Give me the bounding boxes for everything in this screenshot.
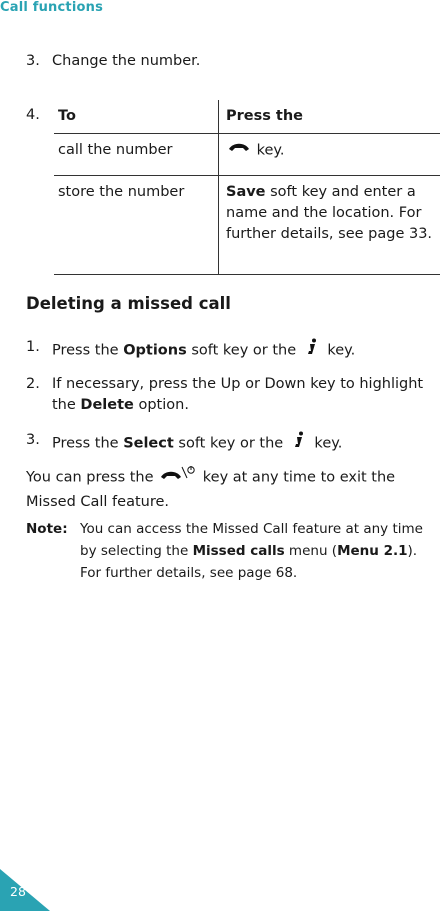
table-row	[54, 134, 440, 176]
table-cell: store the number	[54, 176, 219, 275]
step-number: 3.	[26, 53, 40, 69]
table-cell: call the number	[54, 134, 219, 176]
table-row	[54, 176, 440, 275]
table-cell: key.	[219, 134, 440, 176]
note: Note: You can access the Missed Call feature at any time by selecting the Missed calls menu (Menu 2.1). For further details, see page 68.	[26, 518, 436, 584]
step-number: 2.	[26, 376, 40, 392]
list-item: 3. Press the Select soft key or the key.	[26, 430, 432, 457]
info-key-icon	[301, 337, 323, 364]
page-number: 28	[10, 884, 26, 899]
list-item: 1. Press the Options soft key or the key.	[26, 337, 432, 364]
send-icon	[226, 140, 252, 161]
end-power-icon	[158, 463, 198, 492]
step-number: 3.	[26, 432, 40, 448]
note-label: Note:	[26, 521, 68, 537]
table-header-row	[54, 100, 440, 134]
list-item: 2. If necessary, press the Up or Down key to highlight the Delete option.	[26, 376, 424, 413]
step-change-number	[26, 53, 200, 69]
table-header-press: Press the	[226, 108, 304, 124]
section-title: Deleting a missed call	[26, 294, 231, 313]
options-table	[54, 100, 440, 275]
section-header: Call functions	[0, 0, 104, 15]
step-text: Change the number.	[52, 53, 201, 69]
step-number: 1.	[26, 339, 40, 355]
info-key-icon	[288, 430, 310, 457]
exit-paragraph: You can press the key at any time to exit the Missed Call feature.	[26, 463, 436, 513]
table-cell: Save soft key and enter a name and the location. For further details, see page 33.	[226, 184, 433, 242]
step-number: 4.	[26, 107, 40, 123]
table-header-to: To	[54, 100, 219, 134]
